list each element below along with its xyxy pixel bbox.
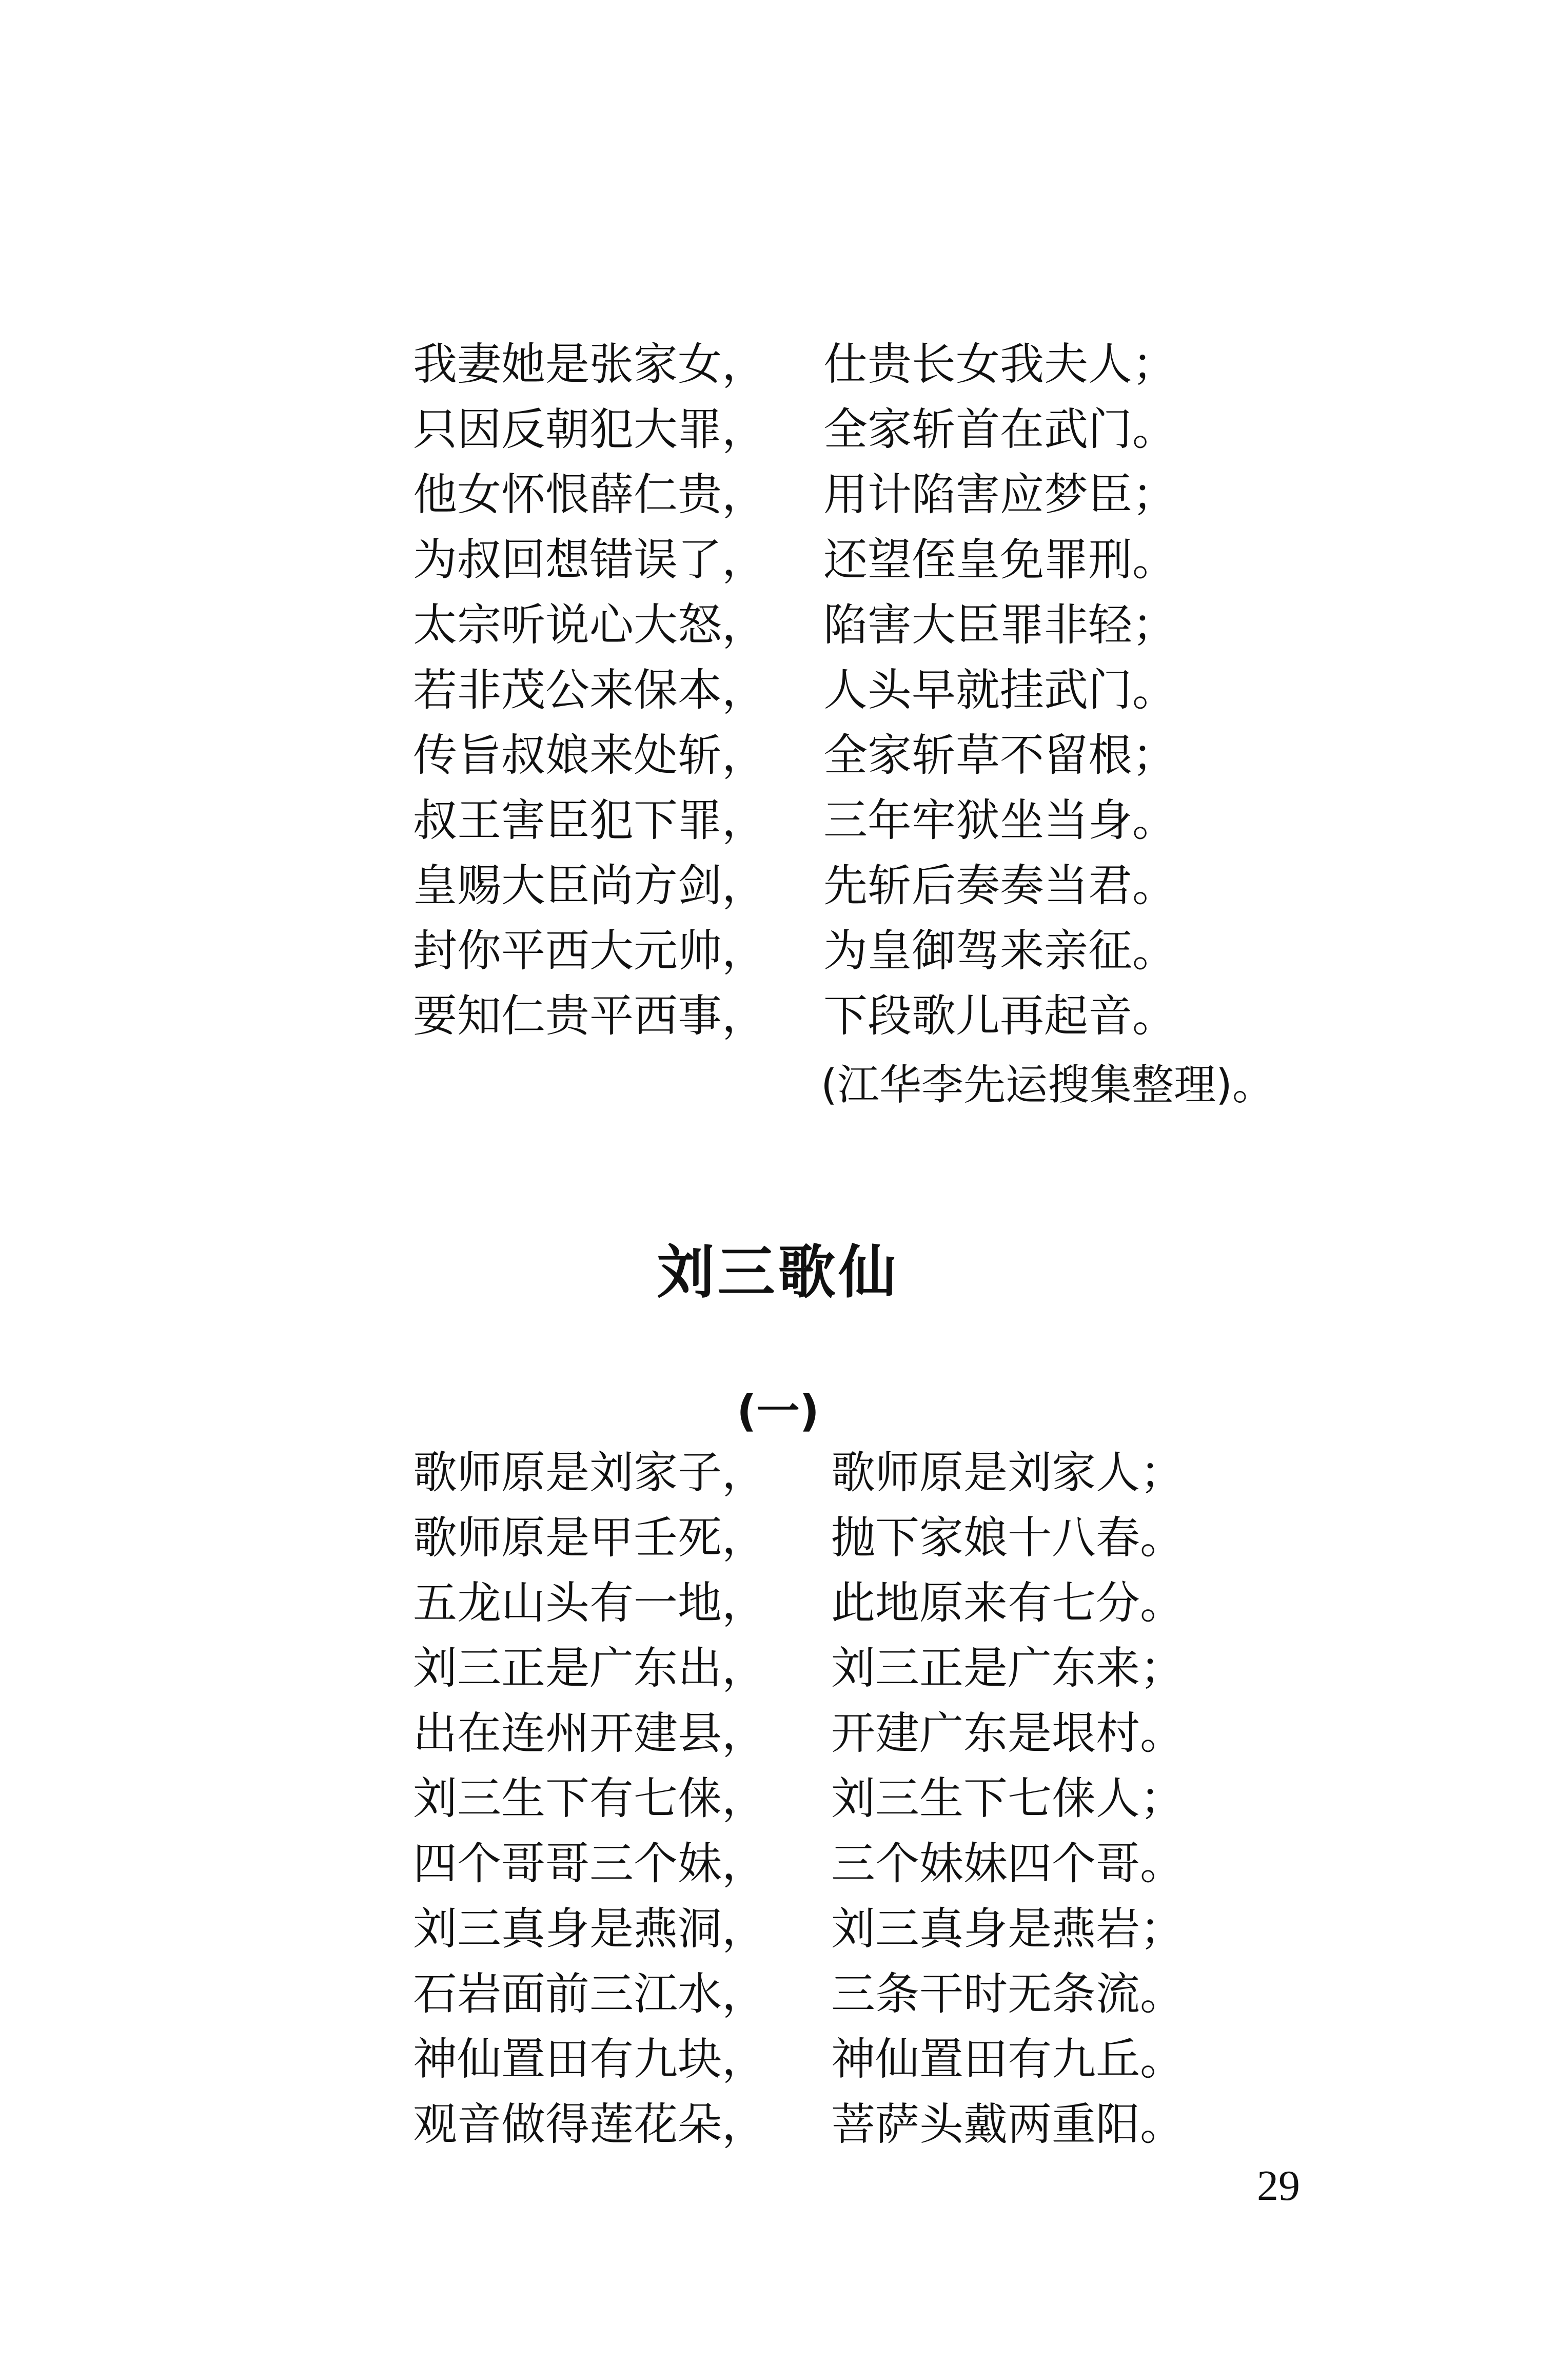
- verse-line: [0, 461, 1556, 528]
- verse-right: 陷害大臣罪非轻；: [823, 599, 1176, 651]
- verse-right: 神仙置田有九丘。: [831, 2034, 1184, 2085]
- verse-right: 此地原来有七分。: [831, 1577, 1184, 1629]
- verse-left: 观音做得莲花朵，: [413, 2099, 766, 2150]
- verse-left: 皇赐大臣尚方剑，: [413, 860, 766, 911]
- verse-right: 歌师原是刘家人；: [831, 1447, 1184, 1498]
- verse-right: 全家斩草不留根；: [823, 730, 1176, 781]
- verse-left: 为叔回想错误了，: [413, 534, 766, 586]
- section-number: (一): [737, 1386, 819, 1436]
- attribution: (江华李先运搜集整理)。: [821, 1061, 1274, 1109]
- verse-right: 三年牢狱坐当身。: [823, 795, 1176, 846]
- verse-right: 三个妹妹四个哥。: [831, 1838, 1184, 1889]
- verse-left: 歌师原是刘家子，: [413, 1447, 766, 1498]
- verse-left: 我妻她是张家女，: [413, 339, 766, 390]
- verse-line: [0, 1505, 1556, 1571]
- verse-right: 三条干时无条流。: [831, 1968, 1184, 2020]
- verse-left: 刘三生下有七俫，: [413, 1773, 766, 1824]
- verse-line: [0, 983, 1556, 1049]
- verse-right: 仕贵长女我夫人；: [823, 339, 1176, 390]
- verse-right: 还望侄皇免罪刑。: [823, 534, 1176, 586]
- verse-line: [0, 1635, 1556, 1702]
- verse-line: [0, 1961, 1556, 2027]
- verse-left: 五龙山头有一地，: [413, 1577, 766, 1629]
- verse-left: 若非茂公来保本，: [413, 665, 766, 716]
- verse-right: 为皇御驾来亲征。: [823, 925, 1176, 977]
- verse-left: 只因反朝犯大罪，: [413, 404, 766, 455]
- verse-line: [0, 1830, 1556, 1897]
- verse-left: 他女怀恨薛仁贵，: [413, 469, 766, 520]
- verse-line: [0, 1896, 1556, 1962]
- verse-left: 太宗听说心大怒，: [413, 599, 766, 651]
- verse-left: 出在连州开建县，: [413, 1708, 766, 1759]
- verse-line: [0, 592, 1556, 658]
- verse-left: 神仙置田有九块，: [413, 2034, 766, 2085]
- verse-right: 用计陷害应梦臣；: [823, 469, 1176, 520]
- verse-right: 菩萨头戴两重阳。: [831, 2099, 1184, 2150]
- verse-left: 传旨叔娘来处斩，: [413, 730, 766, 781]
- verse-line: [0, 852, 1556, 919]
- verse-left: 叔王害臣犯下罪，: [413, 795, 766, 846]
- verse-right: 刘三正是广东来；: [831, 1643, 1184, 1694]
- verse-line: [0, 1700, 1556, 1767]
- verse-line: [0, 331, 1556, 398]
- verse-line: [0, 1570, 1556, 1636]
- verse-line: [0, 657, 1556, 724]
- verse-left: 歌师原是甲壬死，: [413, 1512, 766, 1564]
- verse-line: [0, 1439, 1556, 1506]
- verse-left: 封你平西大元帅，: [413, 925, 766, 977]
- verse-right: 先斩后奏奏当君。: [823, 860, 1176, 911]
- verse-left: 石岩面前三江水，: [413, 1968, 766, 2020]
- verse-right: 抛下家娘十八春。: [831, 1512, 1184, 1564]
- verse-line: [0, 722, 1556, 789]
- verse-right: 下段歌儿再起音。: [823, 990, 1176, 1042]
- verse-right: 刘三生下七俫人；: [831, 1773, 1184, 1824]
- verse-line: [0, 787, 1556, 854]
- verse-left: 刘三真身是燕洞，: [413, 1903, 766, 1955]
- verse-right: 人头早就挂武门。: [823, 665, 1176, 716]
- verse-line: [0, 918, 1556, 984]
- verse-right: 开建广东是垠村。: [831, 1708, 1184, 1759]
- verse-line: [0, 1765, 1556, 1832]
- verse-right: 刘三真身是燕岩；: [831, 1903, 1184, 1955]
- verse-line: [0, 526, 1556, 593]
- verse-left: 四个哥哥三个妹，: [413, 1838, 766, 1889]
- verse-right: 全家斩首在武门。: [823, 404, 1176, 455]
- verse-left: 要知仁贵平西事，: [413, 990, 766, 1042]
- verse-line: [0, 396, 1556, 463]
- verse-line: [0, 2091, 1556, 2158]
- verse-left: 刘三正是广东出，: [413, 1643, 766, 1694]
- song-title: 刘三歌仙: [657, 1239, 899, 1306]
- verse-line: [0, 2026, 1556, 2093]
- page-number: 29: [1257, 2162, 1300, 2210]
